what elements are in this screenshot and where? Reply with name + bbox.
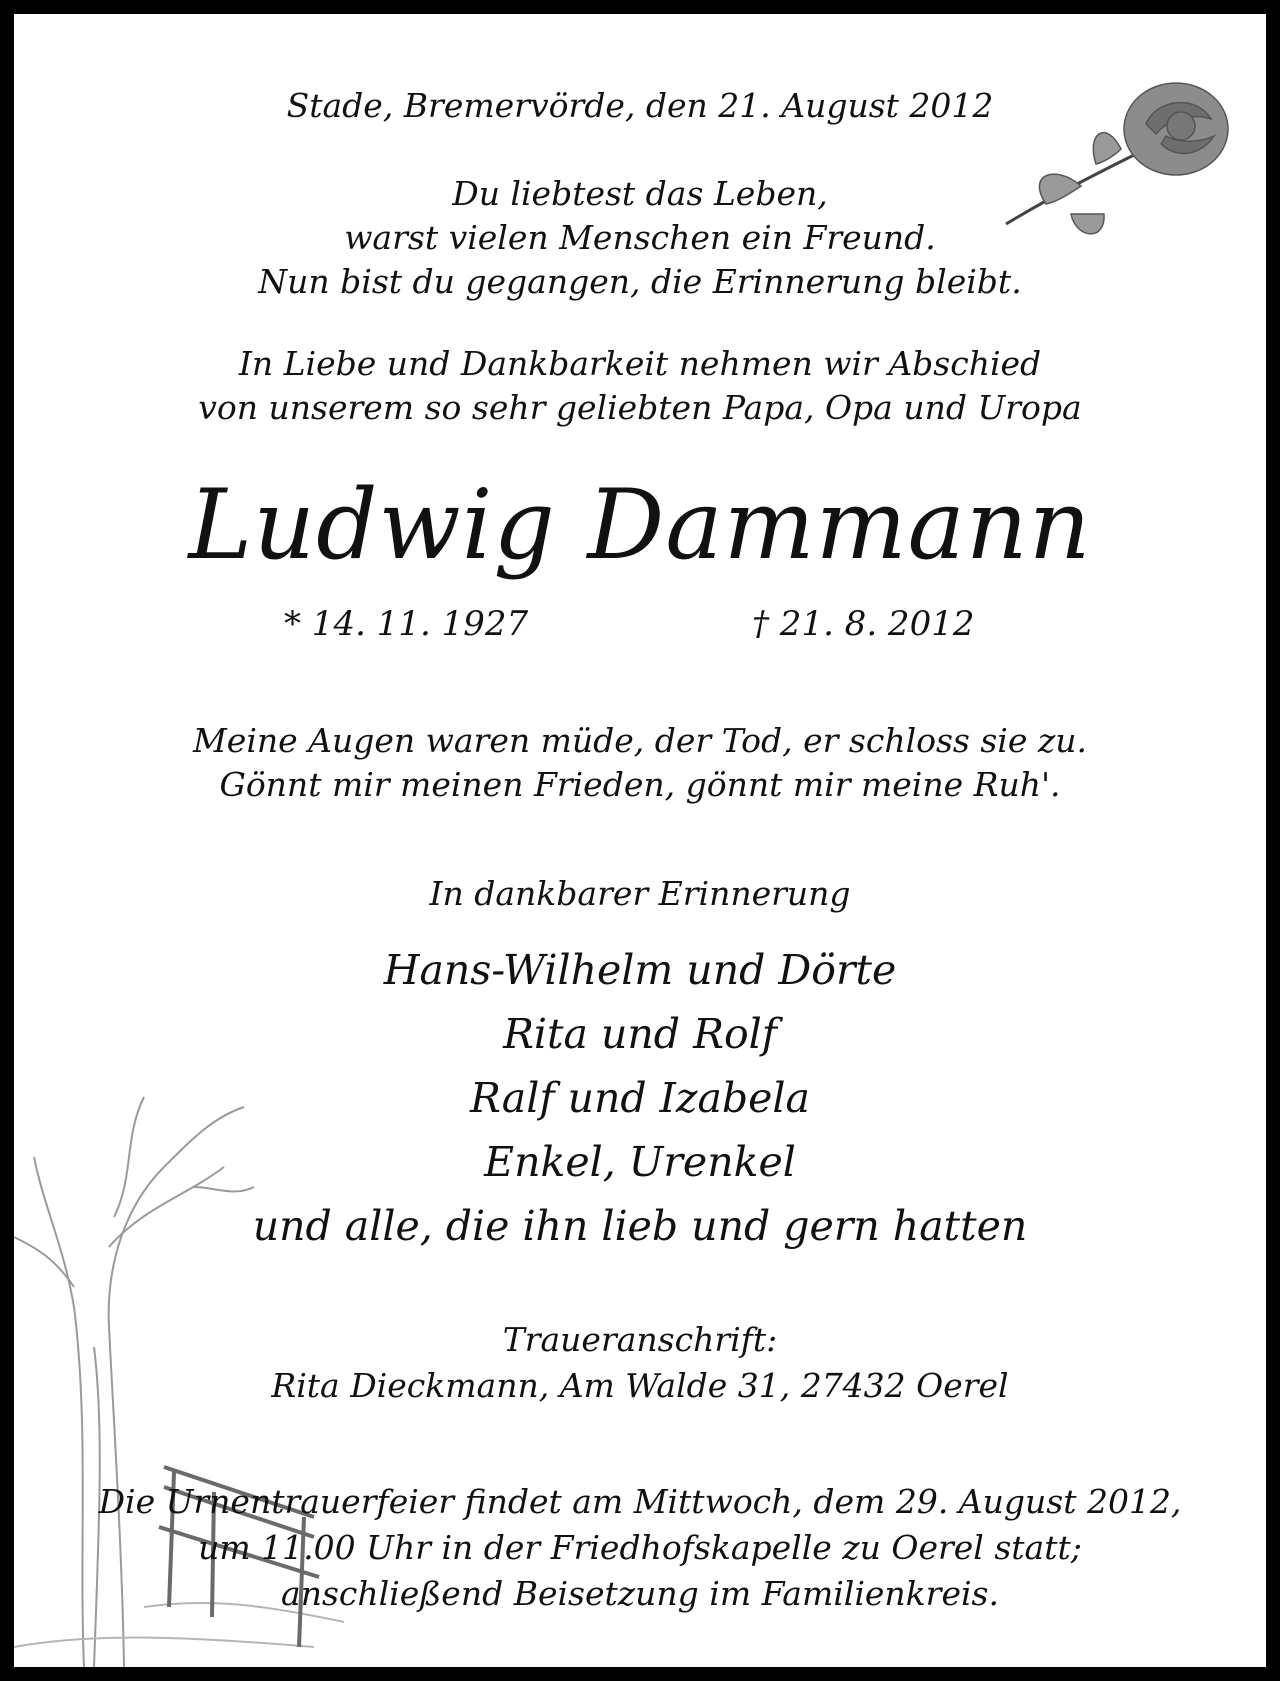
birth-date: * 14. 11. 1927: [284, 604, 529, 644]
mourner-line-2: Rita und Rolf: [503, 1010, 777, 1058]
address-line: Rita Dieckmann, Am Walde 31, 27432 Oerel: [271, 1366, 1009, 1405]
verse-line-2: Gönnt mir meinen Frieden, gönnt mir meine Ruh'.: [219, 765, 1061, 804]
verse-line-1: Meine Augen waren müde, der Tod, er schloss sie zu.: [193, 721, 1087, 760]
place-date-line: Stade, Bremervörde, den 21. August 2012: [286, 86, 994, 125]
intro-line-2: von unserem so sehr geliebten Papa, Opa und Uropa: [198, 388, 1082, 427]
mourner-line-4: Enkel, Urenkel: [484, 1138, 796, 1186]
mourner-line-3: Ralf und Izabela: [470, 1074, 810, 1122]
poem-line-1: Du liebtest das Leben,: [452, 174, 828, 213]
deceased-name: Ludwig Dammann: [188, 469, 1092, 581]
mourner-line-5: und alle, die ihn lieb und gern hatten: [252, 1202, 1028, 1250]
death-date: † 21. 8. 2012: [752, 604, 975, 644]
poem-line-3: Nun bist du gegangen, die Erinnerung bleibt.: [258, 262, 1022, 301]
mourner-line-1: Hans-Wilhelm und Dörte: [383, 946, 897, 994]
ceremony-line-1: Die Urnentrauerfeier findet am Mittwoch, dem 29. August 2012,: [98, 1482, 1182, 1521]
address-label: Traueranschrift:: [502, 1320, 778, 1359]
remembrance-heading: In dankbarer Erinnerung: [429, 874, 851, 913]
poem-line-2: warst vielen Menschen ein Freund.: [344, 218, 936, 257]
ceremony-line-2: um 11.00 Uhr in der Friedhofskapelle zu Oerel statt;: [198, 1528, 1082, 1567]
ceremony-line-3: anschließend Beisetzung im Familienkreis.: [281, 1574, 999, 1613]
obituary-notice: [14, 14, 1266, 1667]
intro-line-1: In Liebe und Dankbarkeit nehmen wir Abschied: [238, 344, 1042, 383]
